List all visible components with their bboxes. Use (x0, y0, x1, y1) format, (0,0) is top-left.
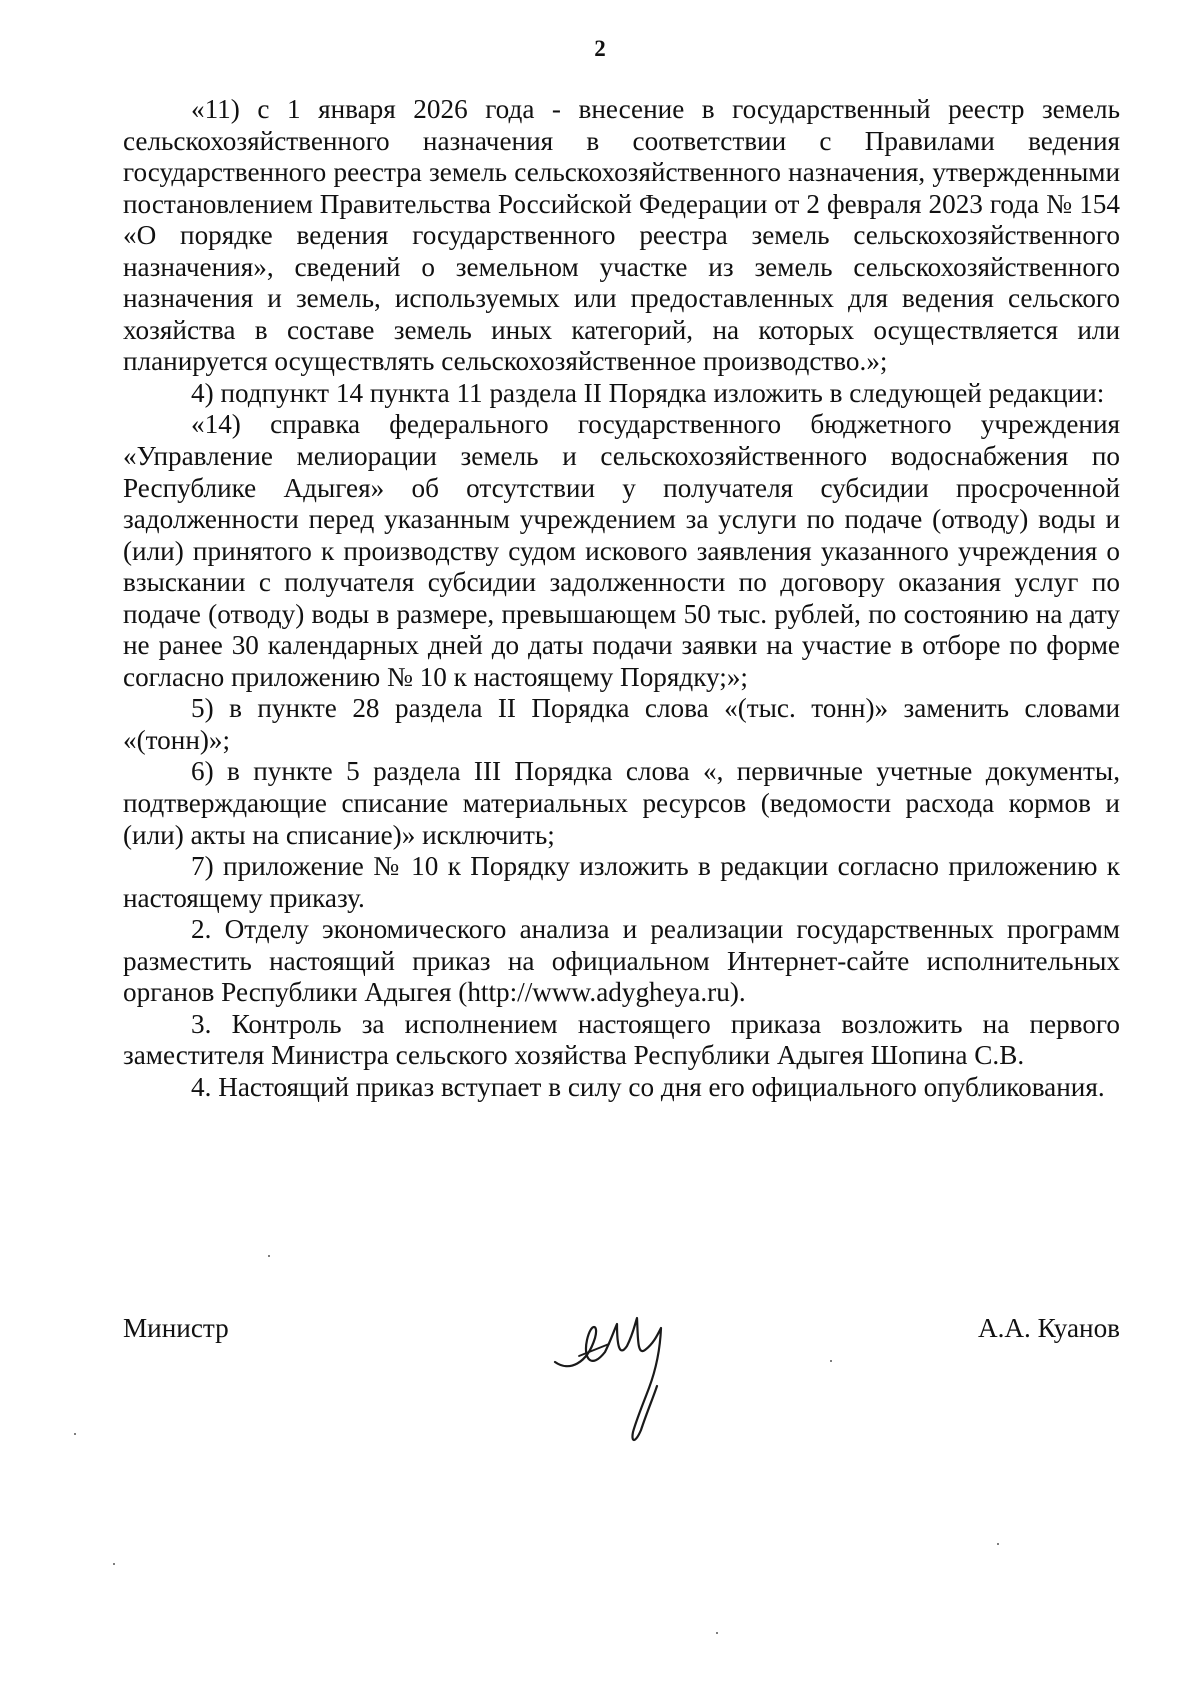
scan-speck (74, 1433, 76, 1435)
scan-speck (830, 1360, 832, 1362)
page-number: 2 (594, 36, 606, 61)
paragraph-item-14: «14) справка федерального государственного бюджетного учреждения «Управление мелиорации земель и сельскохозяйственного водоснабжения по Республике Адыгея» об отсутствии у получателя субсидии просроченной задолженности перед указанным учреждением за услуги по подаче (отводу) воды и (или) принятого к производству судом искового заявления указанного учреждения о взыскании с получателя субсидии задолженности по договору оказания услуг по подаче (отводу) воды в размере, превышающем 50 тыс. рублей, по состоянию на дату не ранее 30 календарных дней до даты подачи заявки на участие в отборе по форме согласно приложению № 10 к настоящему Порядку;»; (123, 409, 1120, 692)
paragraph-section-4: 4. Настоящий приказ вступает в силу со дня его официального опубликования. (191, 1071, 1105, 1102)
document-body (123, 94, 1120, 1104)
scan-speck (997, 1543, 999, 1545)
signatory-title: Министр (123, 1313, 229, 1343)
paragraph-item-7: 7) приложение № 10 к Порядку изложить в редакции согласно приложению к настоящему приказу. (123, 851, 1120, 913)
paragraph-section-3: 3. Контроль за исполнением настоящего приказа возложить на первого заместителя Министра сельского хозяйства Республики Адыгея Шопина С.В. (123, 1008, 1120, 1071)
paragraph-item-5: 5) в пункте 28 раздела II Порядка слова «(тыс. тонн)» заменить словами «(тонн)»; (123, 693, 1120, 755)
signatory-name: А.А. Куанов (977, 1313, 1120, 1343)
paragraph-item-11: «11) с 1 января 2026 года - внесение в государственный реестр земель сельскохозяйственного назначения в соответствии с Правилами ведения государственного реестра земель сельскохозяйственного назначения, утвержденными постановлением Правительства Российской Федерации от 2 февраля 2023 года № 154 «О порядке ведения государственного реестра земель сельскохозяйственного назначения», сведений о земельном участке из земель сельскохозяйственного назначения и земель, используемых или предоставленных для ведения сельского хозяйства в составе земель иных категорий, на которых осуществляется или планируется осуществлять сельскохозяйственное производство.»; (123, 94, 1120, 377)
scan-speck (113, 1563, 115, 1565)
paragraph-item-6: 6) в пункте 5 раздела III Порядка слова «, первичные учетные документы, подтверждающие списание материальных ресурсов (ведомости расхода кормов и (или) акты на списание)» исключить; (123, 756, 1120, 850)
scan-speck (716, 1632, 718, 1634)
signature-block (123, 1300, 1120, 1460)
handwritten-signature (545, 1300, 695, 1450)
scan-speck (268, 1255, 270, 1257)
paragraph-section-2: 2. Отделу экономического анализа и реализации государственных программ разместить настоящий приказ на официальном Интернет-сайте исполнительных органов Республики Адыгея (http://www.adygheya.ru). (123, 914, 1120, 1008)
paragraph-item-4: 4) подпункт 14 пункта 11 раздела II Порядка изложить в следующей редакции: (191, 377, 1105, 408)
